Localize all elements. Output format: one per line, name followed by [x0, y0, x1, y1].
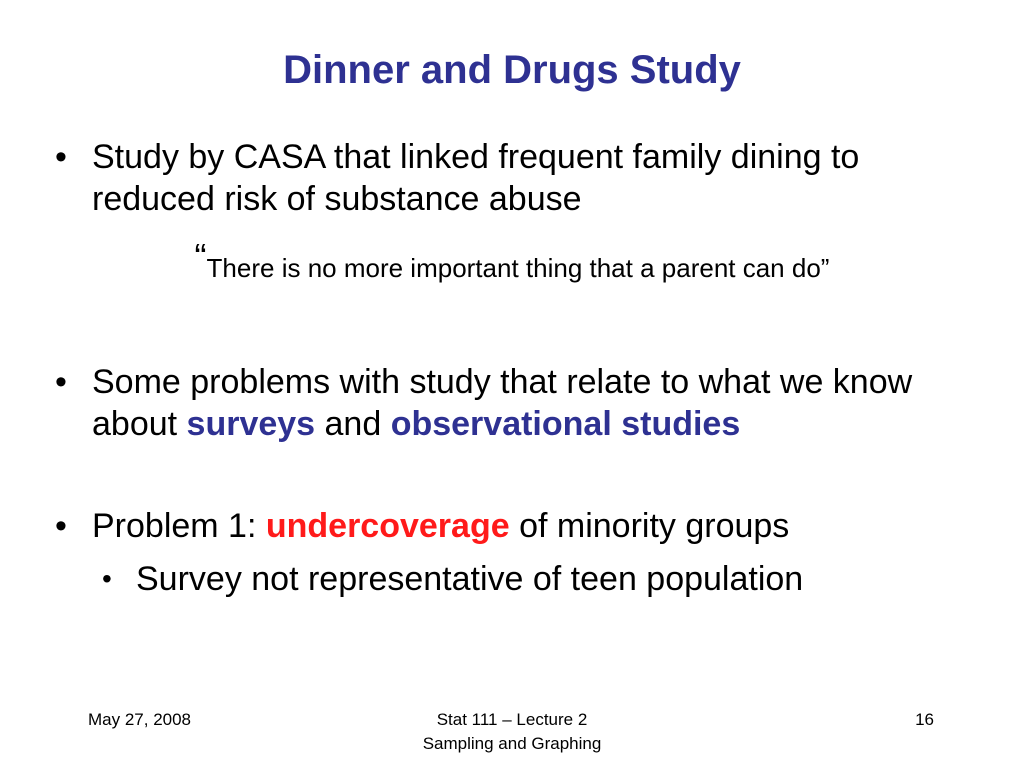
bullet-prefix: Problem 1:: [92, 507, 266, 545]
subbullet-text: Survey not representative of teen population: [136, 560, 804, 598]
bullet-prefix: Some problems with study that relate to what we know about: [92, 363, 913, 443]
bullet-dot: •: [55, 507, 67, 545]
footer-page-number: 16: [915, 710, 934, 729]
bullet-text: [92, 505, 985, 547]
bullet-text: Study by CASA that linked frequent family dining to reduced risk of substance abuse: [92, 138, 860, 218]
subbullet-dot: •: [102, 563, 112, 594]
footer-course-line1: Stat 111 – Lecture 2: [436, 710, 588, 729]
quote-open-mark: “: [194, 236, 207, 277]
bullet-dot: •: [55, 138, 67, 176]
footer-date: May 27, 2008: [88, 710, 192, 729]
bullet-suffix: of minority groups: [509, 507, 790, 545]
bullet-some-problems: [55, 361, 985, 445]
footer-course: [0, 708, 1024, 756]
highlight-surveys: surveys: [186, 405, 316, 443]
bullet-text: [92, 361, 985, 445]
highlight-observational-studies: observational studies: [390, 405, 741, 443]
quote-text: There is no more important thing that a parent can do”: [206, 253, 830, 283]
bullet-study-by-casa: [55, 136, 985, 220]
bullet-dot: •: [55, 363, 67, 401]
bullet-problem-1: [55, 505, 985, 547]
footer-course-line2: Sampling and Graphing: [422, 734, 602, 753]
bullet-middle: and: [315, 405, 391, 443]
slide-title: Dinner and Drugs Study: [283, 48, 741, 92]
subbullet-survey-not-representative: [102, 558, 982, 600]
highlight-undercoverage: undercoverage: [265, 507, 510, 545]
quote: [0, 236, 1024, 285]
